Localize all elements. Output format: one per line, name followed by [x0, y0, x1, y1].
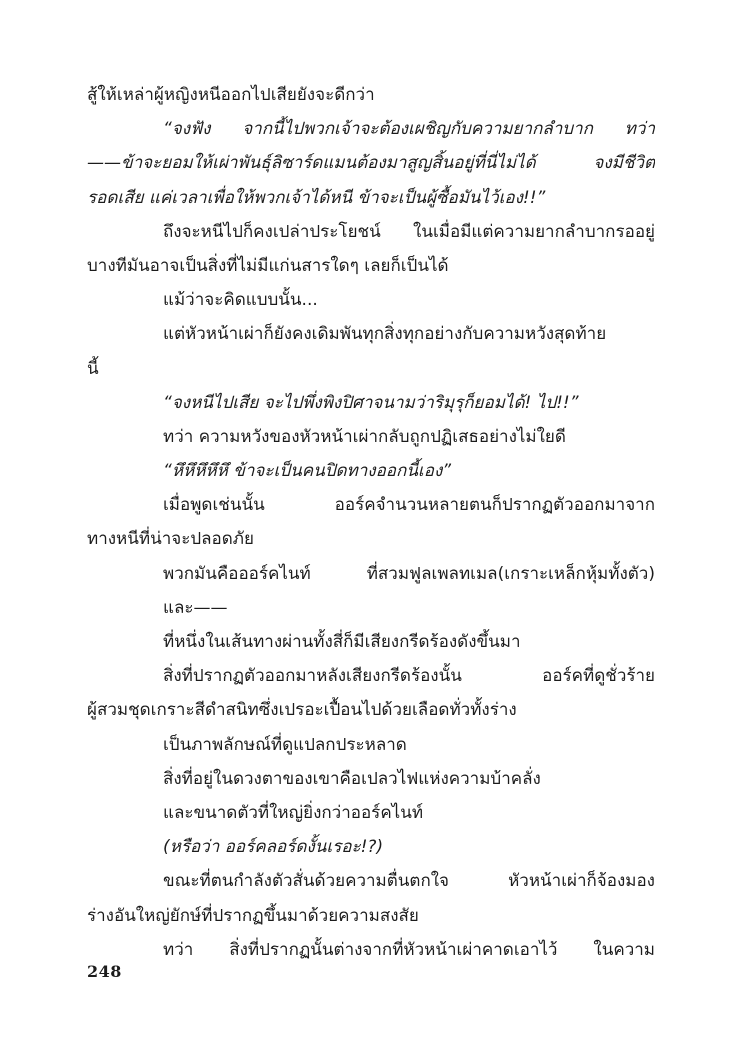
text-line: และขนาดตัวที่ใหญ่ยิ่งกว่าออร์คไนท์: [163, 802, 424, 823]
text-line: ทว่า สิ่งที่ปรากฏนั้นต่างจากที่หัวหน้าเผ่าคาดเอาไว้ ในความ: [163, 939, 655, 960]
text-line: ทว่า ความหวังของหัวหน้าเผ่ากลับถูกปฏิเสธอย่างไม่ใยดี: [163, 426, 566, 447]
body-text: [87, 78, 655, 967]
text-line: เป็นภาพลักษณ์ที่ดูแปลกประหลาด: [163, 734, 407, 755]
text-line: ร่างอันใหญ่ยักษ์ที่ปรากฏขึ้นมาด้วยความสงสัย: [87, 905, 419, 926]
dialogue-line: รอดเสีย แค่เวลาเพื่อให้พวกเจ้าได้หนี ข้าจะเป็นผู้ซื้อมันไว้เอง!!”: [87, 187, 546, 208]
text-line: ถึงจะหนีไปก็คงเปล่าประโยชน์ ในเมื่อมีแต่ความยากลำบากรออยู่: [163, 221, 655, 242]
thought-line: (หรือว่า ออร์คลอร์ดงั้นเรอะ!?): [163, 837, 384, 858]
dialogue-line: “จงฟัง จากนี้ไปพวกเจ้าจะต้องเผชิญกับความยากลำบาก ทว่า: [163, 119, 655, 140]
text-line: เมื่อพูดเช่นนั้น ออร์คจำนวนหลายตนก็ปรากฏตัวออกมาจาก: [163, 495, 655, 516]
text-line: สู้ให้เหล่าผู้หญิงหนีออกไปเสียยังจะดีกว่า: [87, 85, 375, 105]
text-line: ผู้สวมชุดเกราะสีดำสนิทซึ่งเปรอะเปื้อนไปด้วยเลือดทั่วทั้งร่าง: [87, 700, 517, 721]
text-line: สิ่งที่อยู่ในดวงตาของเขาคือเปลวไฟแห่งความบ้าคลั่ง: [163, 768, 541, 789]
dialogue-line: “หึหึหึหึหึ ข้าจะเป็นคนปิดทางออกนี้เอง”: [163, 461, 452, 482]
text-line: พวกมันคือออร์คไนท์ ที่สวมฟูลเพลทเมล(เกราะเหล็กหุ้มทั้งตัว): [163, 563, 655, 584]
text-line: แม้ว่าจะคิดแบบนั้น...: [163, 290, 318, 311]
text-line: นี้: [87, 358, 99, 379]
text-line: ที่หนึ่งในเส้นทางผ่านทั้งสี่ก็มีเสียงกรีดร้องดังขึ้นมา: [163, 632, 521, 652]
text-line: ขณะที่ตนกำลังตัวสั่นด้วยความตื่นตกใจ หัวหน้าเผ่าก็จ้องมอง: [163, 871, 655, 892]
text-line: สิ่งที่ปรากฏตัวออกมาหลังเสียงกรีดร้องนั้น ออร์คที่ดูชั่วร้าย: [163, 666, 655, 687]
text-line: ทางหนีที่น่าจะปลอดภัย: [87, 529, 254, 550]
text-line: และ——: [163, 597, 228, 618]
text-line: แต่หัวหน้าเผ่าก็ยังคงเดิมพันทุกสิ่งทุกอย่างกับความหวังสุดท้าย: [163, 324, 607, 345]
page-number: 248: [87, 962, 122, 981]
text-line: บางทีมันอาจเป็นสิ่งที่ไม่มีแก่นสารใดๆ เลยก็เป็นได้: [87, 255, 449, 276]
dialogue-line: ——ข้าจะยอมให้เผ่าพันธุ์ลิซาร์ดแมนต้องมาสูญสิ้นอยู่ที่นี่ไม่ได้ จงมีชีวิต: [87, 153, 655, 174]
dialogue-line: “จงหนีไปเสีย จะไปพึ่งพิงปิศาจนามว่าริมุรุก็ยอมได้! ไป!!”: [163, 392, 579, 413]
